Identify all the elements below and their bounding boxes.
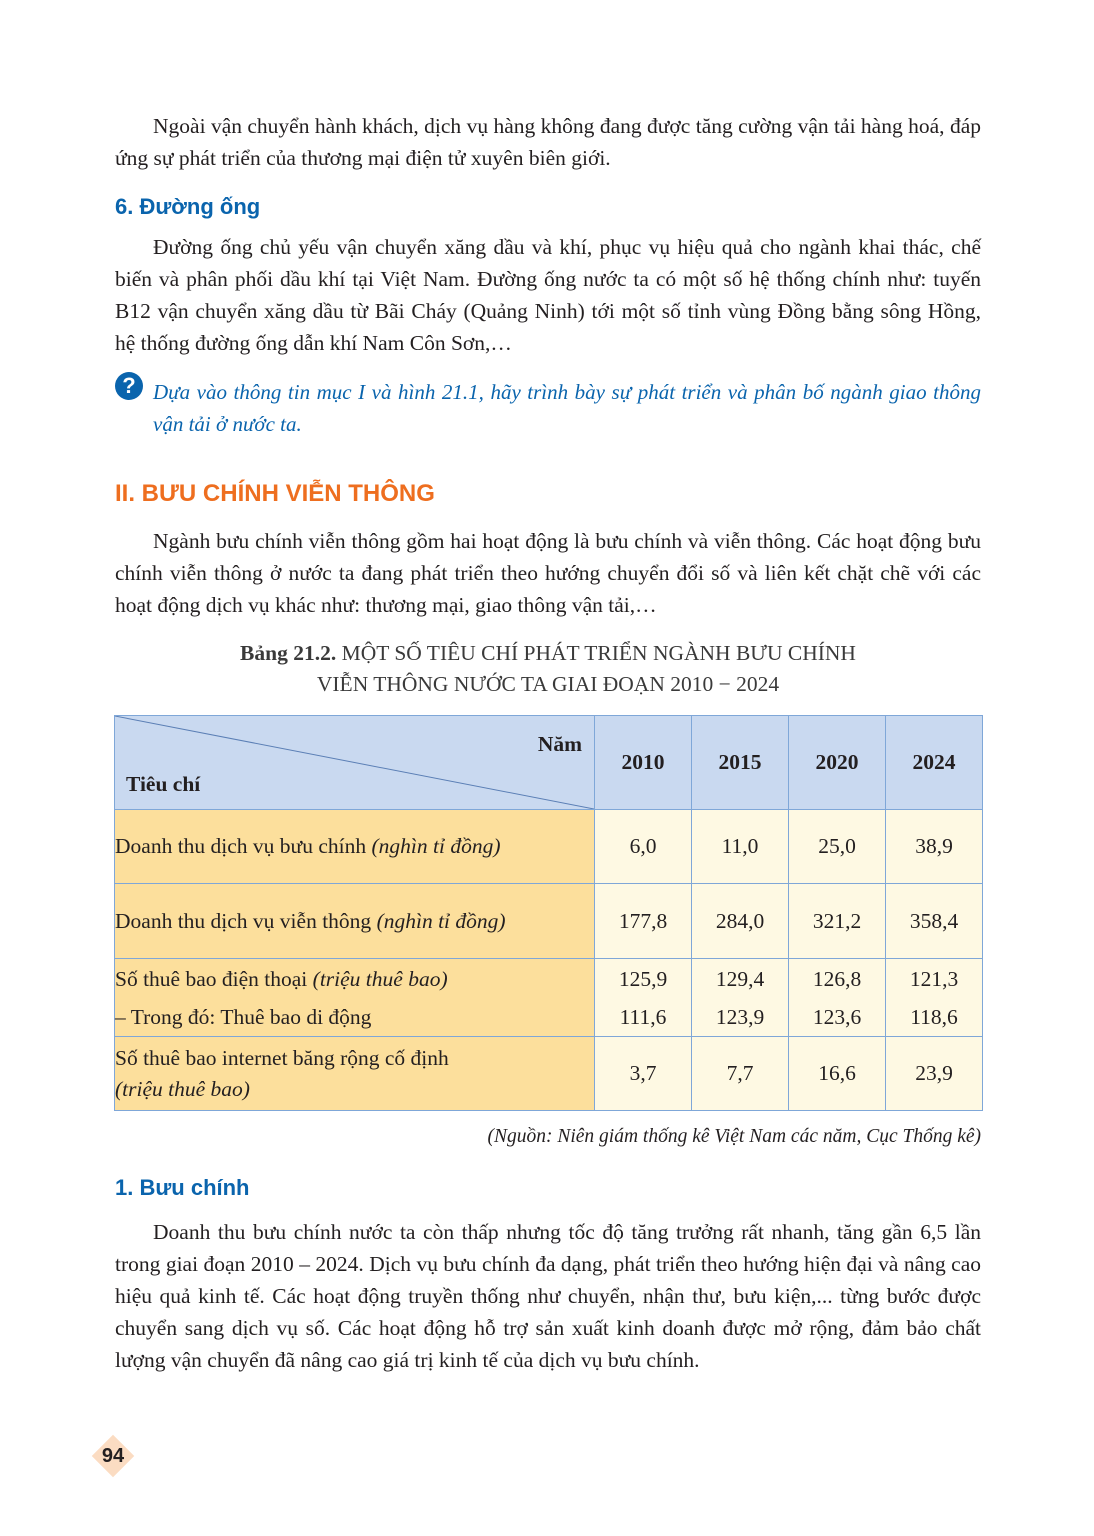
row-sub-value: 123,6	[812, 1004, 862, 1029]
question-icon: ?	[115, 372, 143, 400]
table-title-line1: MỘT SỐ TIÊU CHÍ PHÁT TRIỂN NGÀNH BƯU CHÍNH	[341, 641, 856, 665]
row-name: Số thuê bao internet băng rộng cố định	[115, 1045, 449, 1070]
row-value: 129,4	[715, 966, 765, 991]
header-year: 2020	[789, 716, 886, 810]
header-year: 2024	[886, 716, 983, 810]
header-year: 2010	[595, 716, 692, 810]
page-number	[94, 1437, 132, 1475]
row-sub-value: 111,6	[619, 1004, 667, 1029]
row-unit: (triệu thuê bao)	[115, 1076, 250, 1101]
row-name: Doanh thu dịch vụ bưu chính	[115, 834, 367, 858]
section-6-paragraph: Đường ống chủ yếu vận chuyển xăng dầu và khí, phục vụ hiệu quả cho ngành khai thác, chế biến và phân phối dầu khí tại Việt Nam. Đường ống nước ta có một số hệ thống chính như: tuyến B12 vận chuyển xăng dầu từ Bãi Cháy (Quảng Ninh) tới một số tỉnh vùng Đồng bằng sông Hồng, hệ thống đường ống dẫn khí Nam Côn Sơn,…	[115, 235, 981, 355]
header-year-label: Năm	[537, 732, 582, 756]
row-criteria	[115, 884, 595, 959]
table-label: Bảng 21.2.	[240, 641, 337, 665]
table-row	[115, 810, 983, 884]
table-row	[115, 959, 983, 1037]
row-unit: (nghìn tỉ đồng)	[371, 834, 501, 858]
row-unit: (triệu thuê bao)	[312, 966, 448, 991]
row-value-pair	[886, 959, 983, 1037]
row-sub-name: – Trong đó: Thuê bao di động	[115, 1004, 372, 1029]
table-row	[115, 1037, 983, 1111]
page-number-text: 94	[101, 1445, 125, 1467]
row-sub-value: 118,6	[910, 1004, 958, 1029]
row-value-pair	[789, 959, 886, 1037]
row-value: 16,6	[789, 1037, 886, 1111]
question-text: Dựa vào thông tin mục I và hình 21.1, hãy trình bày sự phát triển và phân bố ngành giao thông vận tải ở nước ta.	[153, 380, 981, 436]
row-value: 6,0	[595, 810, 692, 884]
table-header-row	[115, 716, 983, 810]
header-criteria-label: Tiêu chí	[126, 772, 201, 796]
row-value-pair	[692, 959, 789, 1037]
intro-paragraph: Ngoài vận chuyển hành khách, dịch vụ hàng không đang được tăng cường vận tải hàng hoá, đáp ứng sự phát triển của thương mại điện tử xuyên biên giới.	[115, 114, 981, 170]
row-value: 358,4	[886, 884, 983, 959]
row-sub-value: 123,9	[715, 1004, 765, 1029]
row-name: Doanh thu dịch vụ viễn thông	[115, 908, 372, 933]
row-value: 125,9	[618, 966, 668, 991]
section-1-heading: 1. Bưu chính	[115, 1175, 250, 1200]
section-1-paragraph: Doanh thu bưu chính nước ta còn thấp nhưng tốc độ tăng trưởng rất nhanh, tăng gần 6,5 lần trong giai đoạn 2010 – 2024. Dịch vụ bưu chính đa dạng, phát triển theo hướng hiện đại và nâng cao hiệu quả kinh tế. Các hoạt động truyền thống như chuyển, nhận thư, bưu kiện,... từng bước được chuyển sang dịch vụ số. Các hoạt động hỗ trợ sản xuất kinh doanh được mở rộng, đảm bảo chất lượng vận chuyển đã nâng cao giá trị kinh tế của dịch vụ bưu chính.	[115, 1220, 981, 1372]
row-unit: (nghìn tỉ đồng)	[376, 908, 506, 933]
row-value: 11,0	[692, 810, 789, 884]
row-value: 321,2	[789, 884, 886, 959]
row-criteria	[115, 1037, 595, 1111]
row-value: 284,0	[692, 884, 789, 959]
table-title-line2: VIỄN THÔNG NƯỚC TA GIAI ĐOẠN 2010 − 2024	[316, 672, 780, 696]
row-value: 126,8	[812, 966, 862, 991]
table-source: (Nguồn: Niên giám thống kê Việt Nam các năm, Cục Thống kê)	[487, 1126, 981, 1147]
row-value: 38,9	[886, 810, 983, 884]
row-value-pair	[595, 959, 692, 1037]
data-table	[114, 715, 983, 1111]
table-title	[115, 638, 981, 700]
row-value: 3,7	[595, 1037, 692, 1111]
row-value: 23,9	[886, 1037, 983, 1111]
header-year: 2015	[692, 716, 789, 810]
table-row	[115, 884, 983, 959]
section-II-paragraph: Ngành bưu chính viễn thông gồm hai hoạt động là bưu chính và viễn thông. Các hoạt động bưu chính viễn thông ở nước ta đang phát triển theo hướng chuyển đổi số và liên kết chặt chẽ với các hoạt động dịch vụ khác như: thương mại, giao thông vận tải,…	[115, 529, 981, 617]
section-6-heading: 6. Đường ống	[115, 194, 261, 219]
row-value: 177,8	[595, 884, 692, 959]
row-value: 121,3	[909, 966, 959, 991]
row-name: Số thuê bao điện thoại	[115, 966, 308, 991]
section-II-heading: II. BƯU CHÍNH VIỄN THÔNG	[115, 480, 435, 507]
row-value: 7,7	[692, 1037, 789, 1111]
row-value: 25,0	[789, 810, 886, 884]
row-criteria	[115, 959, 595, 1037]
row-criteria	[115, 810, 595, 884]
table-corner-cell	[115, 716, 595, 810]
